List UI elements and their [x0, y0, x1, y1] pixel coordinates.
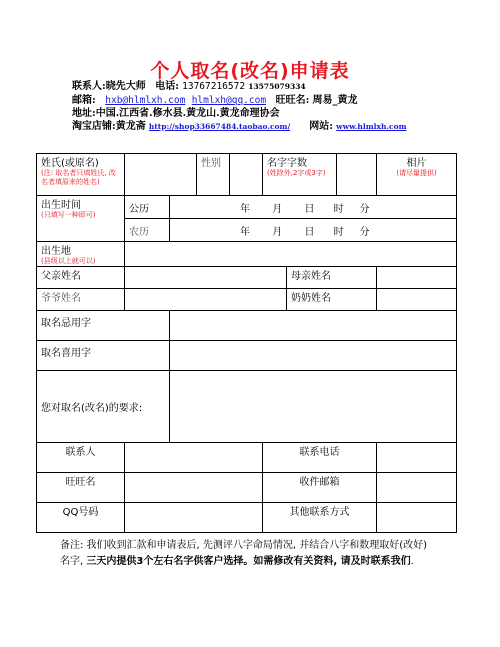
- requirements-input-cell[interactable]: [170, 371, 457, 443]
- form-wangwang-label: 旺旺名: [37, 473, 125, 503]
- lunar-minute-unit: 分: [359, 226, 370, 238]
- forbidden-label: 取名忌用字: [37, 311, 170, 341]
- mail-address-label: 收件邮箱: [263, 473, 377, 503]
- qq-label: QQ号码: [37, 503, 125, 533]
- contact-line: [72, 80, 306, 93]
- gender-input-cell[interactable]: [230, 154, 263, 196]
- wangwang-name: 周易_黄龙: [312, 95, 358, 106]
- preferred-input-cell[interactable]: [170, 341, 457, 371]
- other-contact-label: 其他联系方式: [263, 503, 377, 533]
- qq-input-cell[interactable]: [125, 503, 263, 533]
- forbidden-input-cell[interactable]: [170, 311, 457, 341]
- contact-person-input-cell[interactable]: [125, 443, 263, 473]
- row-grandparents: [37, 289, 457, 311]
- char-count-label-cell: [263, 154, 337, 196]
- lunar-day-unit: 日: [304, 226, 315, 238]
- solar-day-unit: 日: [304, 203, 315, 215]
- page-title: 个人取名(改名)申请表: [150, 60, 350, 82]
- wangwang-label: 旺旺名:: [275, 95, 310, 106]
- birthplace-label-cell: [37, 242, 125, 267]
- lunar-date-cell[interactable]: [170, 219, 457, 242]
- contact-person-label: 联系人: [37, 443, 125, 473]
- contact-name: 晓先大师: [105, 81, 146, 92]
- birthplace-input-cell[interactable]: [125, 242, 457, 267]
- char-count-input-cell[interactable]: [337, 154, 377, 196]
- lunar-hour-unit: 时: [333, 226, 344, 238]
- address-value: 中国.江西省.修水县.黄龙山.黄龙命理协会: [95, 108, 280, 119]
- email-line: [72, 94, 357, 107]
- solar-year-unit: 年: [240, 203, 250, 215]
- name-label-cell: [37, 154, 125, 196]
- phone-1: 13767216572: [182, 81, 246, 92]
- email-link-1[interactable]: hxb@hlmlxh.com: [105, 95, 186, 106]
- photo-hint: (请尽量提供): [396, 169, 437, 177]
- row-birthtime-solar: [37, 196, 457, 219]
- solar-minute-unit: 分: [359, 203, 370, 215]
- row-wangwang: [37, 473, 457, 503]
- gender-label: 性别: [197, 154, 230, 196]
- application-form: [36, 153, 457, 533]
- mother-input-cell[interactable]: [377, 267, 457, 289]
- shop-name: 黄龙斋: [115, 121, 146, 132]
- address-label: 地址:: [72, 108, 96, 119]
- photo-label: 相片: [406, 158, 427, 169]
- email-label: 邮箱:: [72, 95, 96, 106]
- shop-label: 淘宝店铺:: [72, 121, 116, 132]
- lunar-label: 农历: [125, 219, 170, 242]
- father-label: 父亲姓名: [37, 267, 125, 289]
- char-count-label: 名字字数: [267, 158, 307, 169]
- solar-label: 公历: [125, 196, 170, 219]
- remarks-line-2c: .: [410, 556, 414, 567]
- birthplace-hint: (县级以上就可以): [41, 257, 96, 265]
- row-birthplace: [37, 242, 457, 267]
- solar-month-unit: 月: [272, 203, 283, 215]
- remarks: [60, 538, 480, 570]
- char-count-hint: (姓除外,2字或3字): [267, 169, 326, 177]
- row-requirements: [37, 371, 457, 443]
- site-label: 网站:: [309, 121, 333, 132]
- row-contact: [37, 443, 457, 473]
- preferred-label: 取名喜用字: [37, 341, 170, 371]
- row-parents: [37, 267, 457, 289]
- grandma-label: 奶奶姓名: [287, 289, 377, 311]
- address-line: [72, 107, 280, 120]
- grandpa-label: 爷爷姓名: [37, 289, 125, 311]
- name-label: 姓氏(或原名): [41, 158, 99, 169]
- lunar-month-unit: 月: [272, 226, 283, 238]
- shop-link[interactable]: http://shop33667484.taobao.com/: [148, 122, 291, 131]
- phone-2: 13575079334: [248, 82, 306, 91]
- remarks-line-2: [60, 554, 480, 570]
- grandpa-input-cell[interactable]: [125, 289, 287, 311]
- photo-cell[interactable]: [377, 154, 457, 196]
- contact-phone-input-cell[interactable]: [377, 443, 457, 473]
- name-hint: (注: 取名者只填姓氏, 改名者填原来的姓名): [41, 169, 116, 186]
- row-qq: [37, 503, 457, 533]
- lunar-year-unit: 年: [240, 226, 250, 238]
- requirements-label: 您对取名(改名)的要求:: [37, 371, 170, 443]
- email-link-2[interactable]: hlmlxh@qq.com: [191, 95, 267, 106]
- birthtime-hint: (只填写一种即可): [41, 211, 96, 219]
- name-input-cell[interactable]: [125, 154, 197, 196]
- contact-phone-label: 联系电话: [263, 443, 377, 473]
- phone-label: 电话:: [155, 81, 179, 92]
- father-input-cell[interactable]: [125, 267, 287, 289]
- shop-line: [72, 120, 407, 133]
- solar-hour-unit: 时: [333, 203, 344, 215]
- solar-date-cell[interactable]: [170, 196, 457, 219]
- birthtime-label: 出生时间: [41, 200, 81, 211]
- wangwang-input-cell[interactable]: [125, 473, 263, 503]
- row-preferred: [37, 341, 457, 371]
- birthplace-label: 出生地: [41, 246, 71, 257]
- birthtime-label-cell: [37, 196, 125, 242]
- site-link[interactable]: www.hlmlxh.com: [336, 122, 407, 131]
- remarks-line-2b: 三天内提供3个左右名字供客户选择。如需修改有关资料, 请及时联系我们: [86, 556, 411, 567]
- remarks-line-1: 备注: 我们收到汇款和申请表后, 先测评八字命局情况, 并结合八字和数理取好(改好): [60, 540, 428, 551]
- row-name: [37, 154, 457, 196]
- other-contact-input-cell[interactable]: [377, 503, 457, 533]
- mail-address-input-cell[interactable]: [377, 473, 457, 503]
- contact-label: 联系人:: [72, 81, 106, 92]
- grandma-input-cell[interactable]: [377, 289, 457, 311]
- remarks-line-2a: 名字,: [60, 556, 87, 567]
- mother-label: 母亲姓名: [287, 267, 377, 289]
- row-forbidden: [37, 311, 457, 341]
